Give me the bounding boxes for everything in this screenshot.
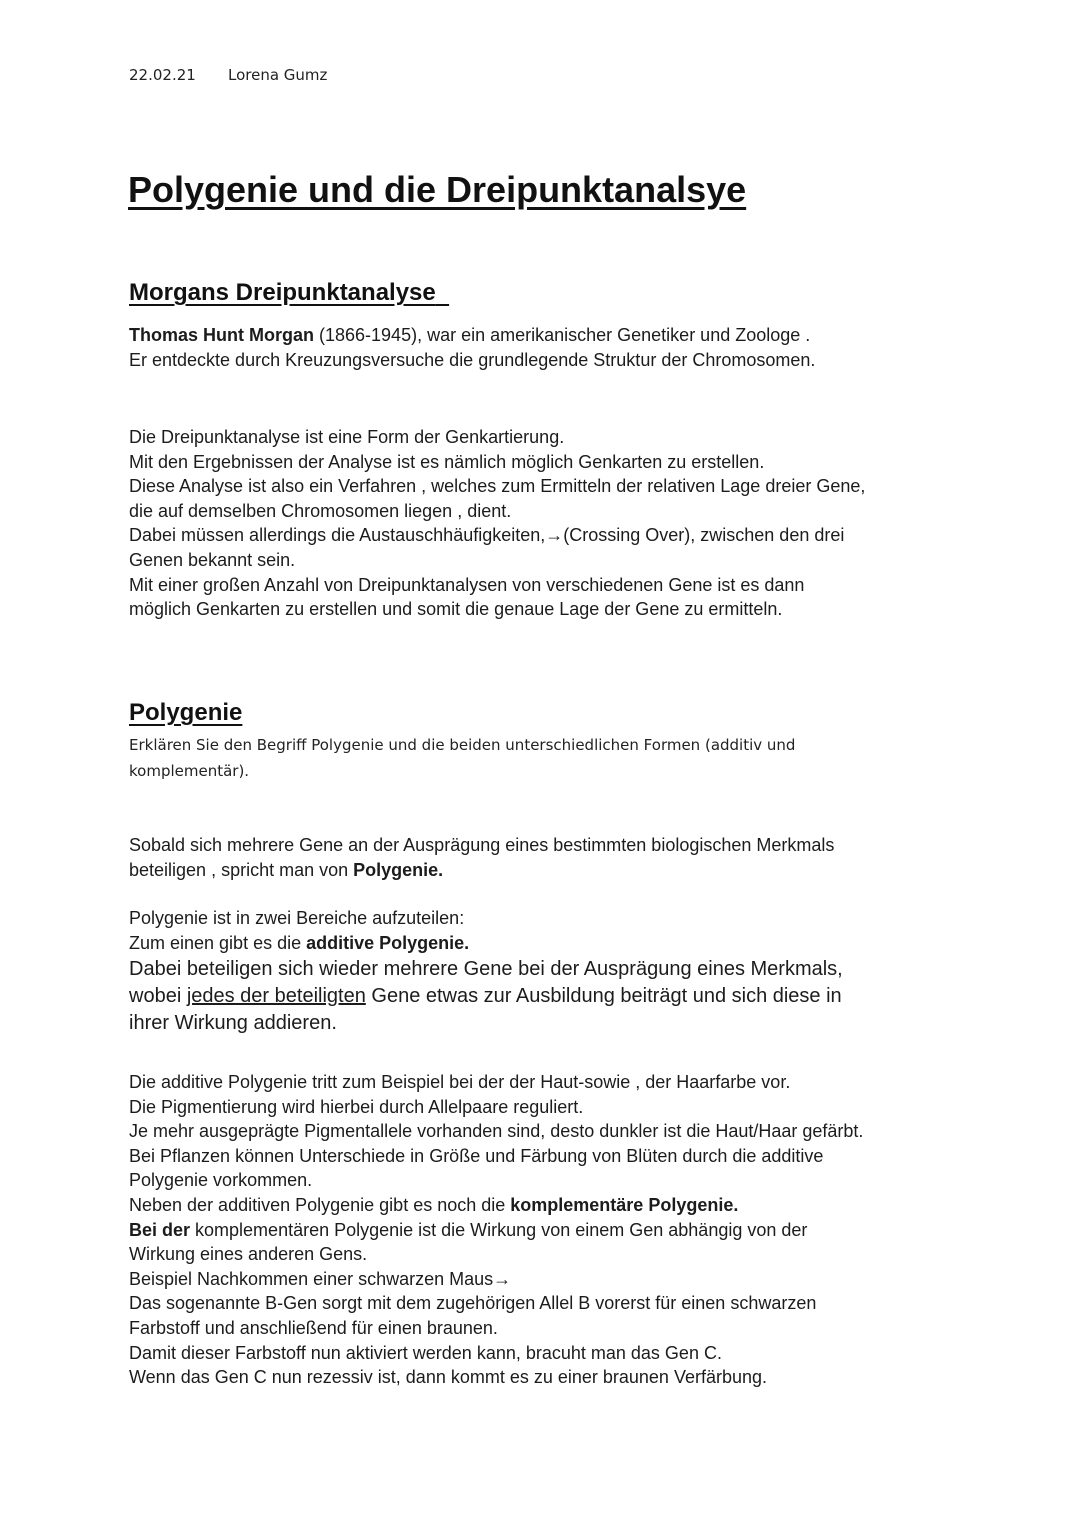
example-line: Bei Pflanzen können Unterschiede in Größe und Färbung von Blüten durch die additive: [129, 1145, 824, 1166]
explanation-line-1: Dabei beteiligen sich wieder mehrere Gene bei der Ausprägung eines Merkmals,: [129, 958, 843, 980]
header-author: Lorena Gumz: [228, 66, 328, 84]
paragraph-line: Mit den Ergebnissen der Analyse ist es nämlich möglich Genkarten zu erstellen.: [129, 451, 765, 472]
bold-prefix: Bei der: [129, 1219, 191, 1240]
intro-line-1: [129, 323, 815, 348]
paragraph-line: Dabei müssen allerdings die Austauschhäufigkeiten,→(Crossing Over), zwischen den drei: [129, 525, 845, 546]
explanation-line-2: [129, 983, 843, 1010]
explanation-pre: wobei: [129, 985, 187, 1007]
definition-text: beteiligen , spricht man von: [129, 859, 354, 880]
example-line: Wenn das Gen C nun rezessiv ist, dann kommt es zu einer braunen Verfärbung.: [129, 1367, 768, 1388]
explanation-line-3: ihrer Wirkung addieren.: [129, 1012, 337, 1034]
underlined-phrase: jedes der beteiligten: [186, 985, 366, 1007]
dreipunkt-paragraph: [129, 425, 865, 622]
examples-paragraph: [129, 1070, 863, 1390]
section-heading-morgan: [129, 279, 449, 307]
example-line: Je mehr ausgeprägte Pigmentallele vorhanden sind, desto dunkler ist die Haut/Haar gefärbt.: [129, 1121, 864, 1142]
task-line-1: Erklären Sie den Begriff Polygenie und die beiden unterschiedlichen Formen (additiv und: [129, 736, 796, 754]
example-line: Beispiel Nachkommen einer schwarzen Maus→: [129, 1268, 512, 1289]
additive-explanation: [129, 956, 843, 1037]
split-text: Zum einen gibt es die: [129, 932, 307, 953]
definition-line-1: Sobald sich mehrere Gene an der Ausprägung eines bestimmten biologischen Merkmals: [129, 835, 835, 855]
morgan-intro: [129, 323, 815, 372]
term-komplementaer: komplementäre Polygenie.: [510, 1194, 739, 1215]
split-line-1: Polygenie ist in zwei Bereiche aufzuteilen:: [129, 908, 465, 928]
example-line: Die Pigmentierung wird hierbei durch Allelpaare reguliert.: [129, 1096, 584, 1117]
example-text: Neben der additiven Polygenie gibt es noch die: [129, 1194, 511, 1215]
example-line: [129, 1218, 863, 1243]
example-line: Die additive Polygenie tritt zum Beispiel bei der der Haut-sowie , der Haarfarbe vor.: [129, 1072, 791, 1092]
example-line: Damit dieser Farbstoff nun aktiviert werden kann, bracuht man das Gen C.: [129, 1342, 722, 1363]
example-line: Wirkung eines anderen Gens.: [129, 1244, 368, 1265]
morgan-name: Thomas Hunt Morgan: [129, 325, 314, 345]
example-line: Das sogenannte B-Gen sorgt mit dem zugehörigen Allel B vorerst für einen schwarzen: [129, 1293, 817, 1314]
definition-line-2: [129, 858, 834, 883]
paragraph-line: Mit einer großen Anzahl von Dreipunktanalysen von verschiedenen Gene ist es dann: [129, 574, 805, 595]
page-title: Polygenie und die Dreipunktanalsye: [128, 169, 747, 210]
example-text: komplementären Polygenie ist die Wirkung von einem Gen abhängig von der: [190, 1219, 808, 1240]
term-additive: additive Polygenie.: [306, 932, 470, 953]
explanation-post: Gene etwas zur Ausbildung beiträgt und sich diese in: [365, 985, 842, 1007]
header-date: 22.02.21: [129, 66, 196, 84]
example-line: Farbstoff und anschließend für einen braunen.: [129, 1317, 498, 1338]
section-heading-polygenie: Polygenie: [129, 699, 243, 726]
paragraph-line: möglich Genkarten zu erstellen und somit die genaue Lage der Gene zu ermitteln.: [129, 599, 783, 620]
intro-line-2: Er entdeckte durch Kreuzungsversuche die grundlegende Struktur der Chromosomen.: [129, 349, 816, 370]
example-line: [129, 1193, 863, 1218]
task-line-2: komplementär).: [129, 762, 250, 780]
example-line: Polygenie vorkommen.: [129, 1170, 313, 1191]
paragraph-line: Die Dreipunktanalyse ist eine Form der Genkartierung.: [129, 427, 565, 447]
paragraph-line: die auf demselben Chromosomen liegen , dient.: [129, 500, 512, 521]
term-polygenie: Polygenie.: [353, 859, 444, 880]
heading-text: Morgans Dreipunktanalyse: [129, 279, 436, 306]
definition-paragraph: [129, 833, 834, 882]
paragraph-line: Diese Analyse ist also ein Verfahren , welches zum Ermitteln der relativen Lage dreier Gene,: [129, 476, 866, 497]
intro-line-1-rest: (1866-1945), war ein amerikanischer Genetiker und Zoologe .: [314, 325, 811, 345]
split-line-2: [129, 931, 469, 956]
task-prompt: [129, 732, 795, 784]
paragraph-line: Genen bekannt sein.: [129, 549, 296, 570]
split-paragraph: [129, 906, 469, 955]
